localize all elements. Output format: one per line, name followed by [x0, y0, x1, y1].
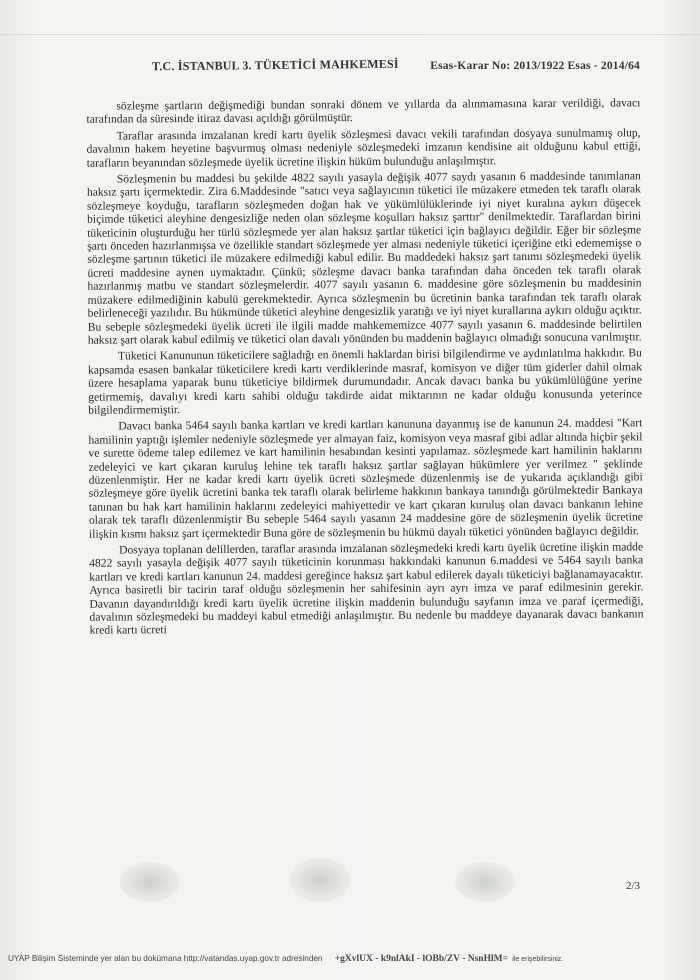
- page-number: 2/3: [625, 880, 640, 892]
- document-header: [152, 58, 640, 73]
- redaction-smudge: [455, 862, 515, 902]
- redaction-smudge: [290, 858, 350, 902]
- paragraph: Davacı banka 5464 sayılı banka kartları ve kredi kartları kanununa dayanmış ise de kanunun 24. maddesi "Kart hamilinin yaptığı işlemler nedeniyle sözleşmede yer almayan faiz, komisyon veya masraf gibi adlar altında hiçbir şekil ve surette ödeme talep edilemez ve kart hamilinin hesabından kesinti yapılamaz. sözleşmede kart hamilinin haklarını zedeleyici ve kart çıkaran kuruluş lehine tek taraflı haksız şartlar sağlayan hükümlere yer verilmez " şeklinde düzenlenmiştir. Her ne kadar kredi kartı üyelik ücreti sözleşmede düzenlenmiş ise de yukarıda açıklandığı gibi sözleşmeye göre üyelik ücretini banka tek taraflı olarak belirleme hakkının bankaya tanındığı görülmektedir Bankaya tanınan bu hak kart hamilinin haklarını zedeleyici mahiyettedir ve kart çıkaran kuruluş olan davacı bankanın lehine olarak tek taraflı düzenlenmiştir Bu sebeple 5464 sayılı yasanın 24 maddesine göre de sözleşmenin üyelik ücretine ilişkin kısmı haksız şart içermektedir Buna göre de sözleşmenin bu hükmü dayalı tüketici yönünden bağlayıcı değildir.: [88, 416, 643, 541]
- document-body: [86, 96, 643, 639]
- verification-code: +gXvlUX - k9nlAkI - lOBb/ZV - NsnHlM=: [334, 954, 509, 964]
- scan-line: [0, 34, 700, 35]
- court-name: T.C. İSTANBUL 3. TÜKETİCİ MAHKEMESİ: [151, 56, 399, 74]
- footer-hint: ile erişebilirsiniz.: [512, 956, 564, 963]
- footer-text: UYAP Bilişim Sisteminde yer alan bu dokümana http://vatandas.uyap.gov.tr adresinden: [8, 954, 323, 963]
- redaction-smudge: [120, 862, 180, 902]
- paragraph: Dosyaya toplanan delillerden, taraflar arasında imzalanan sözleşmedeki kredi kartı üyelik ücretine ilişkin madde 4822 sayılı yasayla değişik 4077 sayılı tüketicinin korunması hakkındaki kanunun 6.maddesi ve 5464 sayılı banka kartları ve kredi kartları kanunun 24. maddesi gereğince haksız şart kabul edilerek dayalı tüketiciyi bağlanamayacaktır. Ayrıca basiretli bir tacirin taraf olduğu sözleşmenin her sahifesinin ayrı ayrı imza ve paraf edilmesinin gerekir. Davanın dayandırıldığı kredi kartı üyelik ücretine ilişkin maddenin bulunduğu sayfanın imza ve paraf içermediği, davalının sözleşmedeki bu maddeyi kabul etmediği anlaşılmıştır. Bu nedenle bu maddeye dayanarak davacı bankanın kredi kartı ücreti: [89, 540, 644, 638]
- paragraph: Sözleşmenin bu maddesi bu şekilde 4822 sayılı yasayla değişik 4077 saydı yasanın 6 maddesinde tanımlanan haksız şartı içermektedir. Zira 6.Maddesinde "satıcı veya sağlayıcının tüketici ile müzakere etmeden tek taraflı olarak sözleşmeye koyduğu, tarafların sözleşmeden doğan hak ve yükümlülüklerinde iyi niyet kuralına aykırı düşecek biçimde tüketici aleyhine dengesizliğe neden olan sözleşme koşulları haksız şarttır" denilmektedir. Taraflardan birini tüketicinin oluşturduğu her türlü sözleşmede yer alan haksız şartlar tüketici için bağlayıcı değildir. Eğer bir sözleşme şartı önceden hazırlanmışsa ve özellikle standart sözleşmede yer alması nedeniyle tüketici içeriğine etki edememişse o sözleşme şartının tüketici ile müzakere edilmediği kabul edilir. Bu maddedeki haksız şart tanımı sözleşmedeki üyelik ücreti maddesine aynen uymaktadır. Çünkü; sözleşme davacı banka tarafından daha önceden tek taraflı olarak hazırlanmış matbu ve standart sözleşmelerdir. 4077 sayılı yasanın 6. maddesine göre sözleşmenin bu maddesinin müzakere edilmediğinin kabulü gerekmektedir. Ayrıca sözleşmenin bu ücretinin banka tarafından tek taraflı olarak belirleneceği yazılıdır. Bu hükmünde tüketici aleyhine dengesizlik yaratığı ve iyi niyet kurallarına aykırı olduğu açıktır. Bu sebeple sözleşmedeki üyelik ücreti ile ilgili madde mahkememizce 4077 sayılı yasanın 6. maddesinde belirtilen haksız şart olarak kabul edilmiş ve tüketici olan davalı yönünden bu maddenin bağlayıcı olmadığı sonucuna varılmıştır.: [86, 169, 642, 347]
- paragraph: Tüketici Kanununun tüketicilere sağladığı en önemli haklardan birisi bilgilendirme ve aydınlatılma hakkıdır. Bu kapsamda esasen bankalar tüketicilere kredi kartı verdiklerinde masraf, komisyon ve diğer tüm giderler dahil olmak üzere hesaplama yaparak bunu tüketiciye bildirmek durumundadır. Ancak davacı banka bu yükümlülüğüne yerine getirmemiş, davalıyı kredi kartı sahibi olduğu takdirde aidat miktarının ne kadar olduğu konusunda yeterince bilgilendirmemiştir.: [87, 346, 643, 417]
- paragraph: Taraflar arasında imzalanan kredi kartı üyelik sözleşmesi davacı vekili tarafından dosyaya sunulmamış olup, davalının hakem heyetine başvurmuş olması nedeniyle sözleşmedeki imzanın kendisine ait olduğunu kabul ettiği, tarafların beyanından sözleşmede üyelik ücretine ilişkin hüküm bulunduğu anlaşılmıştır.: [86, 126, 641, 170]
- case-number: Esas-Karar No: 2013/1922 Esas - 2014/64: [430, 60, 640, 72]
- uyap-footer: [0, 954, 700, 964]
- paragraph: sözleşme şartların değişmediği bundan sonraki dönem ve yıllarda da alınmamasına karar verildiği, davacı tarafından da süresinde itiraz davası açıldığı görülmüştür.: [86, 96, 641, 127]
